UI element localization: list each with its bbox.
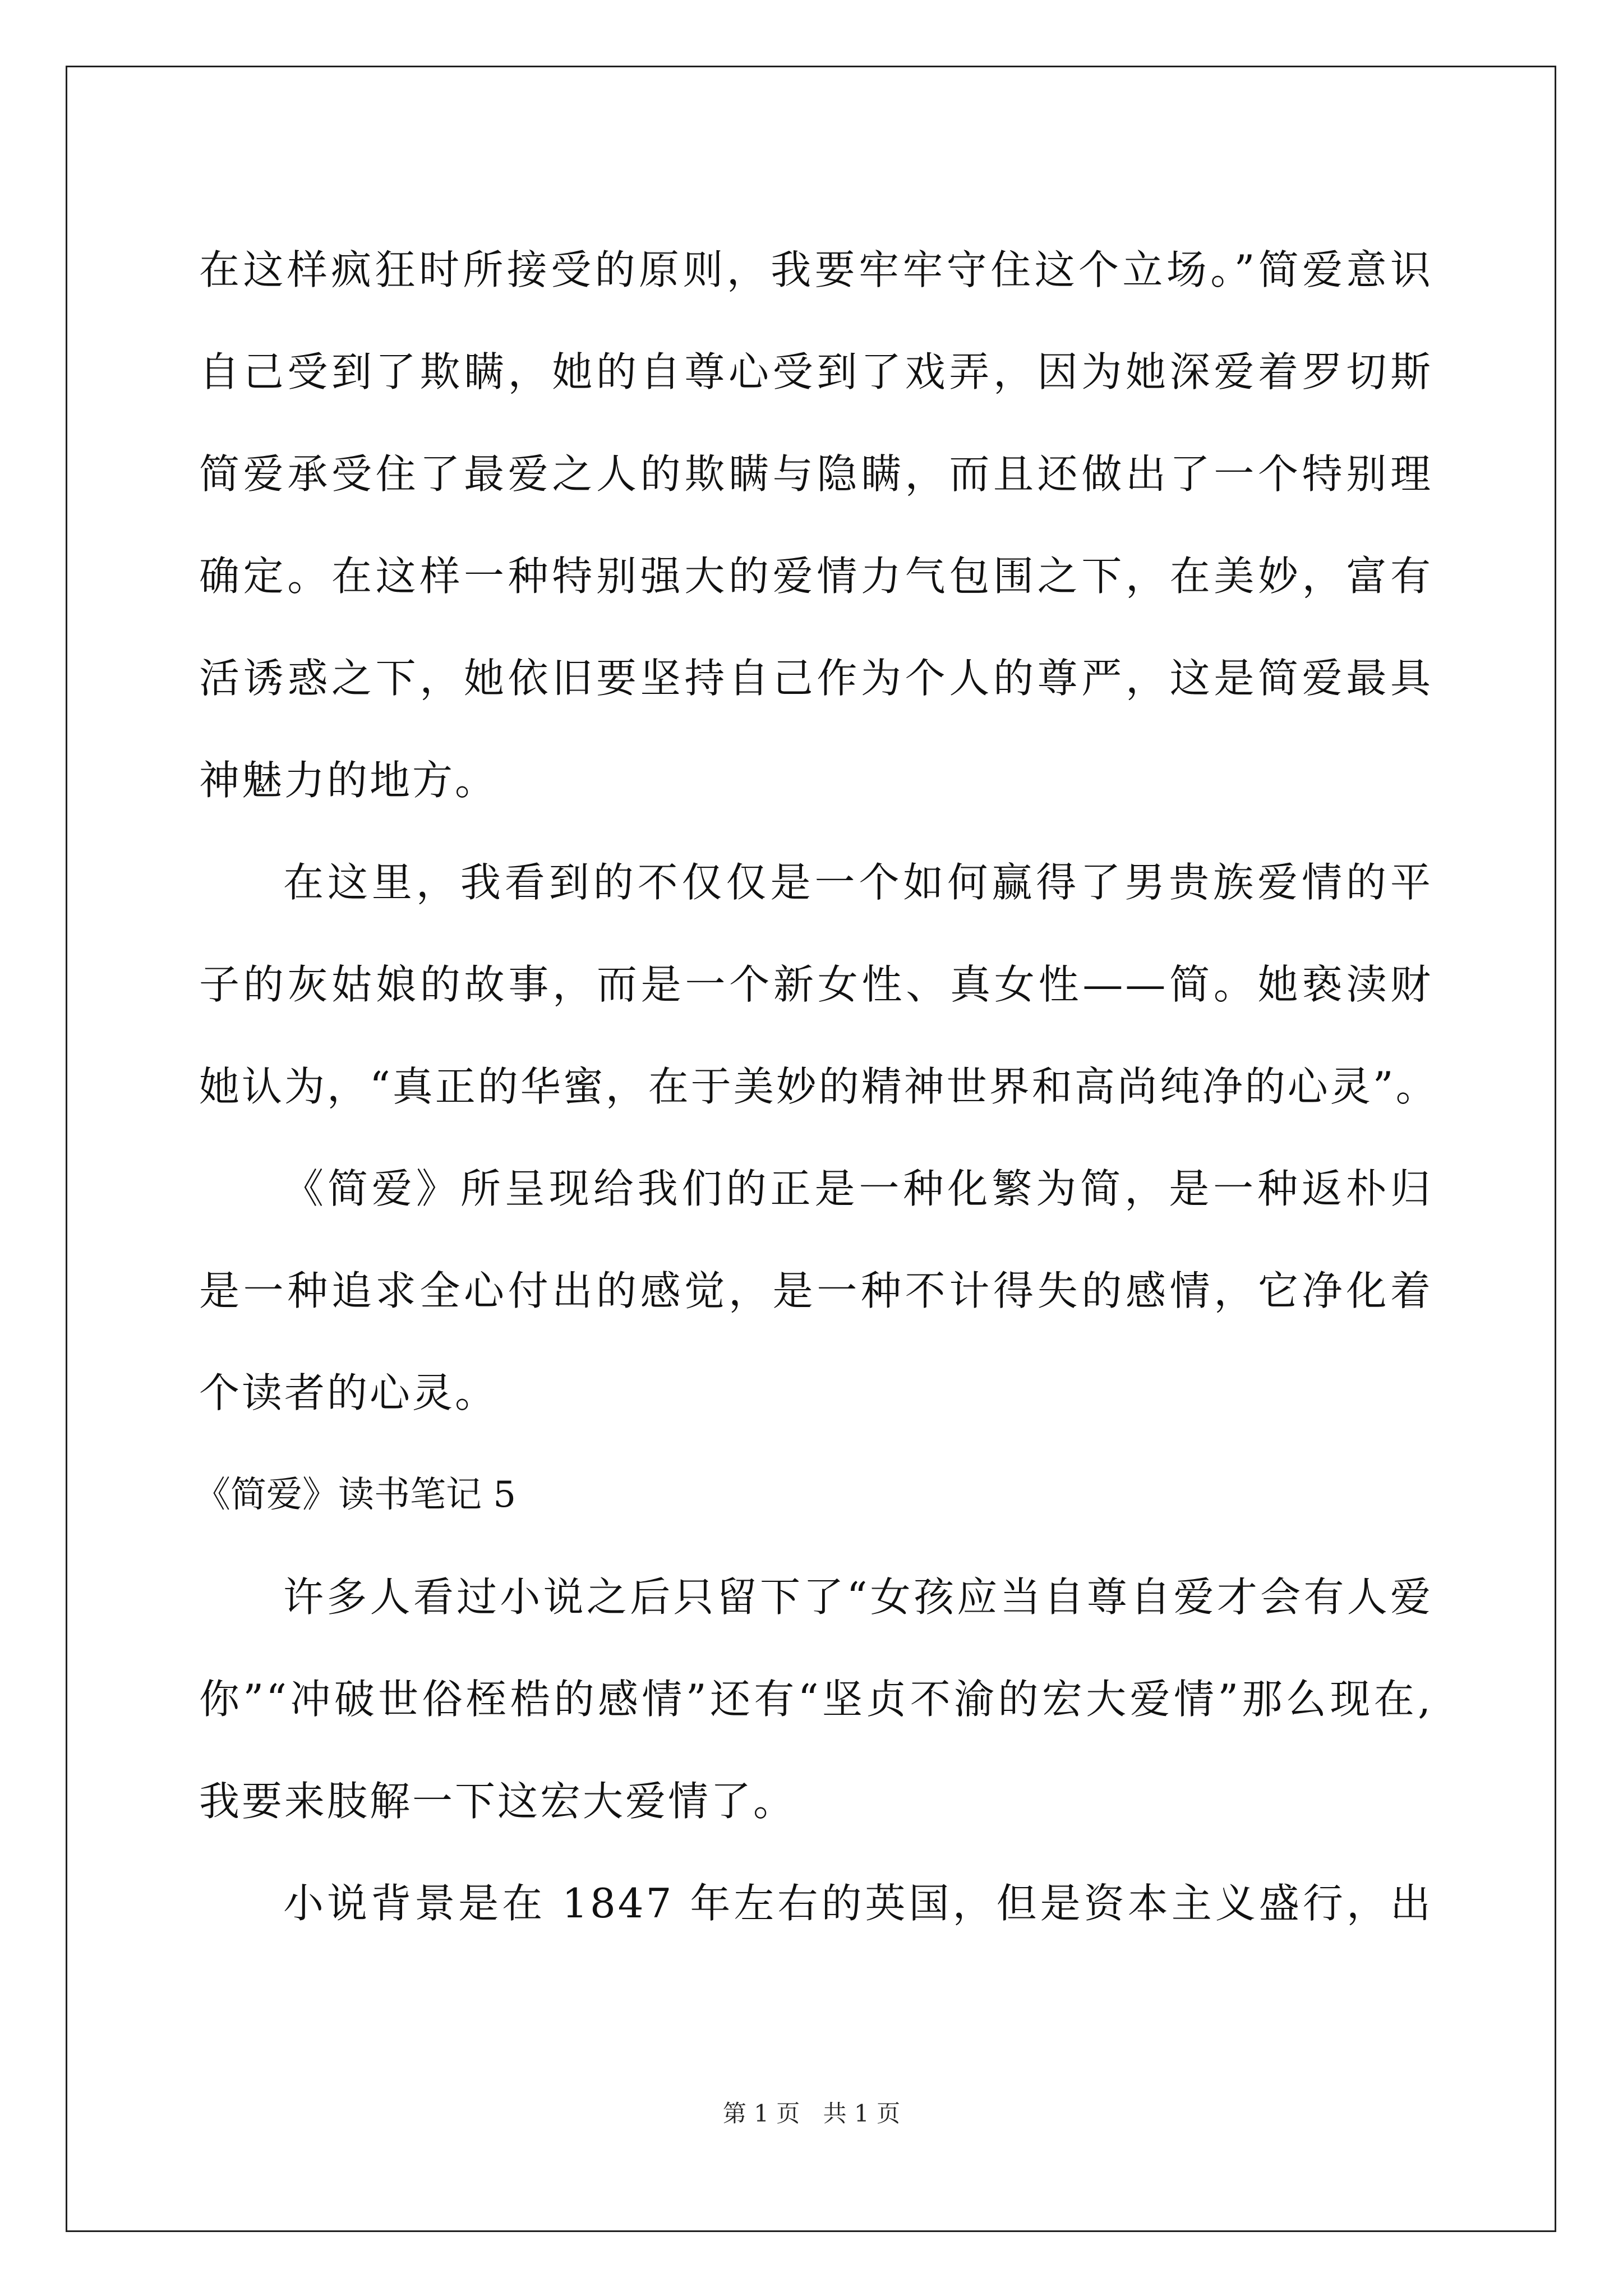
- text-line: 在这样疯狂时所接受的原则，我要牢牢守住这个立场。”简爱意识: [199, 246, 1433, 293]
- page-number-total: 共 1 页: [823, 2100, 901, 2127]
- text-line: 小说背景是在 1847 年左右的英国，但是资本主义盛行，出: [283, 1880, 1433, 1927]
- text-line: 她认为，“真正的华蜜，在于美妙的精神世界和高尚纯净的心灵”。: [199, 1063, 1438, 1110]
- text-line: 我要来肢解一下这宏大爱情了。: [199, 1778, 796, 1825]
- text-line: 许多人看过小说之后只留下了“女孩应当自尊自爱才会有人爱: [283, 1573, 1433, 1621]
- section-heading: 《简爱》读书笔记 5: [195, 1474, 517, 1516]
- document-body: [195, 219, 1438, 1954]
- text-line: 个读者的心灵。: [199, 1369, 498, 1416]
- text-line: 在这里，我看到的不仅仅是一个如何赢得了男贵族爱情的平: [283, 859, 1433, 906]
- text-line: 活诱惑之下，她依旧要坚持自己作为个人的尊严，这是简爱最具: [199, 655, 1433, 702]
- text-line: 《简爱》所呈现给我们的正是一种化繁为简，是一种返朴归: [283, 1165, 1433, 1212]
- text-line: 自己受到了欺瞒，她的自尊心受到了戏弄，因为她深爱着罗切斯: [199, 348, 1433, 395]
- text-line: 你”“冲破世俗桎梏的感情”还有“坚贞不渝的宏大爱情”那么现在,: [199, 1676, 1433, 1723]
- text-line: 神魅力的地方。: [199, 757, 498, 804]
- text-line: 是一种追求全心付出的感觉，是一种不计得失的感情，它净化着: [199, 1267, 1433, 1314]
- text-line: 确定。在这样一种特别强大的爱情力气包围之下，在美妙，富有: [199, 553, 1433, 600]
- text-line: 简爱承受住了最爱之人的欺瞒与隐瞒，而且还做出了一个特别理: [199, 450, 1433, 498]
- text-line: 子的灰姑娘的故事，而是一个新女性、真女性——简。她亵渎财: [199, 961, 1433, 1008]
- page-footer: [0, 2095, 1623, 2129]
- page-number-current: 第 1 页: [722, 2100, 800, 2127]
